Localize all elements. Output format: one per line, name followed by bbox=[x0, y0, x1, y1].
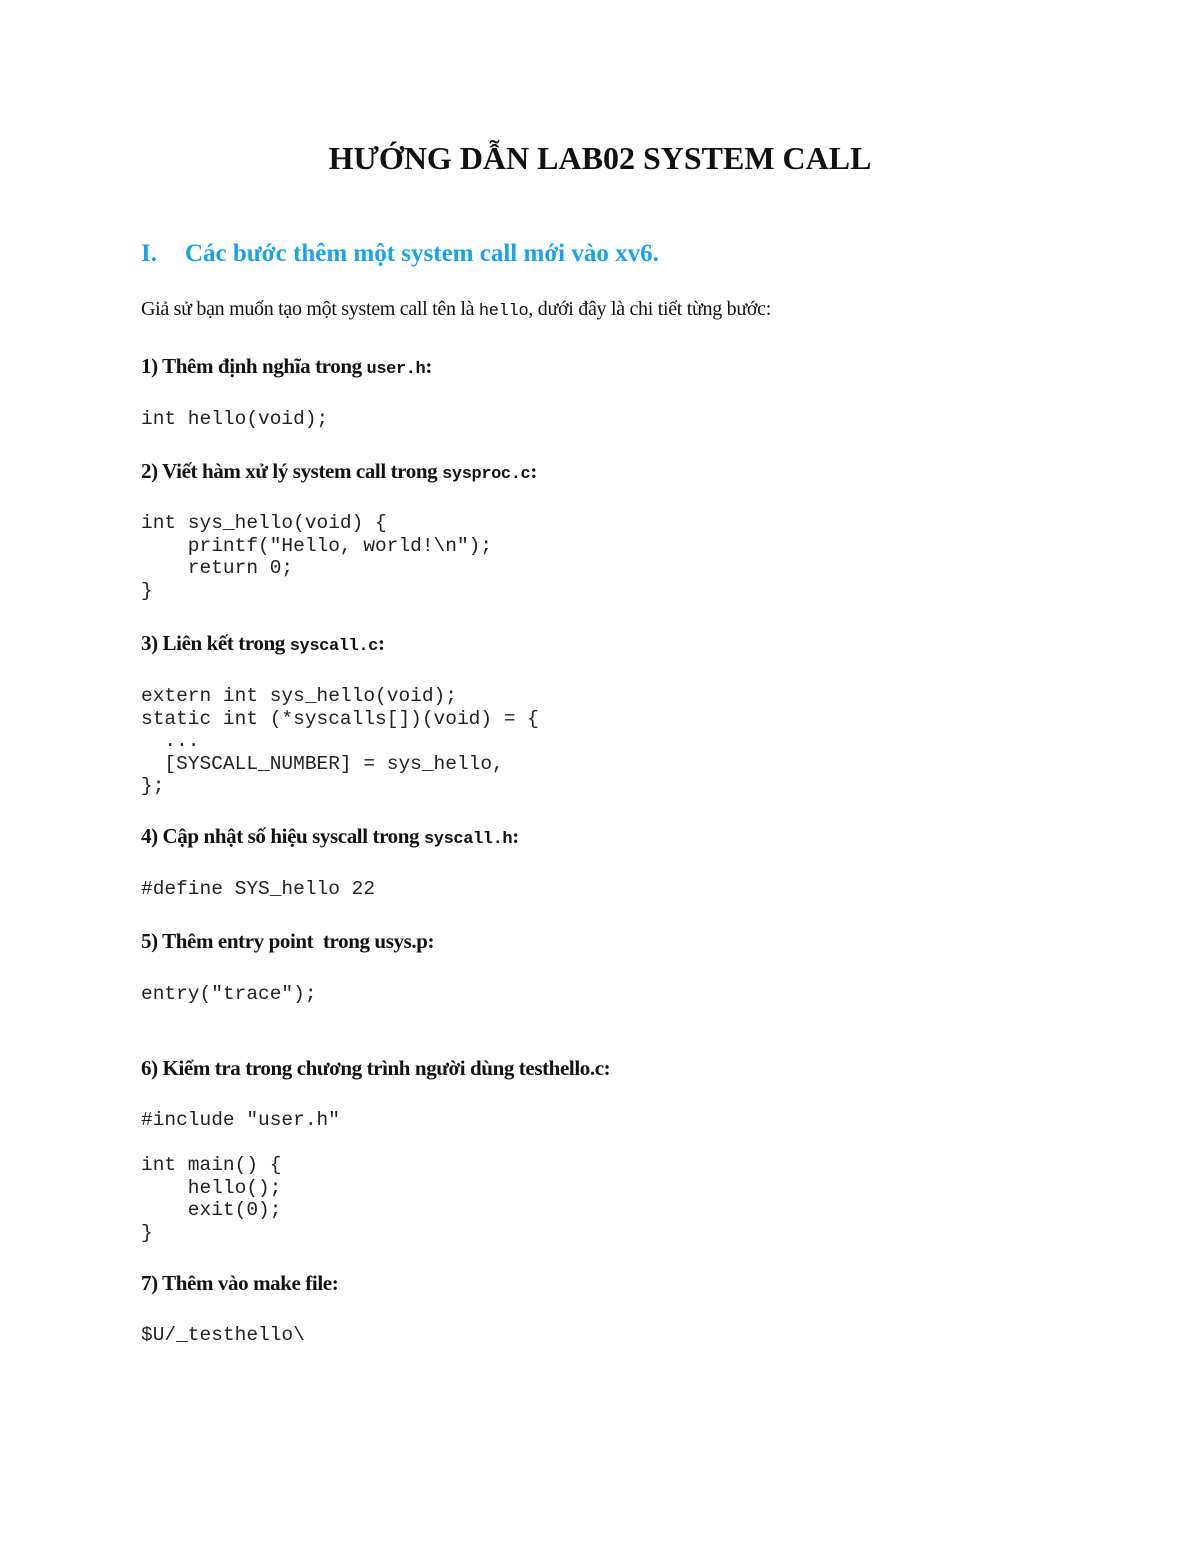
step-suffix: : bbox=[377, 631, 385, 655]
intro-paragraph bbox=[141, 298, 771, 321]
step-7-heading: 7) Thêm vào make file: bbox=[141, 1271, 339, 1295]
step-2-heading bbox=[141, 459, 537, 484]
section-heading: Các bước thêm một system call mới vào xv6. bbox=[185, 240, 659, 267]
step-4-heading bbox=[141, 824, 519, 849]
step-3-code: extern int sys_hello(void); static int (*syscalls[])(void) = { ... [SYSCALL_NUMBER] = sys_hello, }; bbox=[141, 685, 539, 797]
step-label: 2) Viết hàm xử lý system call trong bbox=[141, 459, 443, 483]
step-file: sysproc.c bbox=[442, 465, 531, 484]
intro-text-end: , dưới đây là chi tiết từng bước: bbox=[528, 298, 772, 320]
step-label: 1) Thêm định nghĩa trong bbox=[141, 354, 367, 378]
step-file: syscall.h bbox=[423, 830, 513, 849]
step-suffix: : bbox=[425, 354, 432, 378]
step-label: 3) Liên kết trong bbox=[141, 631, 290, 655]
step-file: user.h bbox=[366, 360, 426, 379]
step-4-code: #define SYS_hello 22 bbox=[141, 878, 376, 900]
step-2-code: int sys_hello(void) { printf("Hello, world!\n"); return 0; } bbox=[141, 512, 493, 602]
step-file: syscall.c bbox=[289, 637, 378, 656]
step-5-heading: 5) Thêm entry point trong usys.p: bbox=[141, 929, 435, 953]
step-6-code: #include "user.h" int main() { hello(); exit(0); } bbox=[141, 1109, 340, 1244]
intro-code: hello bbox=[478, 302, 529, 321]
step-5-code: entry("trace"); bbox=[141, 983, 317, 1005]
step-3-heading bbox=[141, 631, 385, 656]
step-label: 4) Cập nhật số hiệu syscall trong bbox=[141, 824, 424, 848]
step-suffix: : bbox=[530, 459, 537, 483]
section-number: I. bbox=[141, 240, 157, 267]
step-1-heading bbox=[141, 354, 432, 379]
document-title: HƯỚNG DẪN LAB02 SYSTEM CALL bbox=[328, 140, 872, 176]
step-6-heading: 6) Kiểm tra trong chương trình người dùng testhello.c: bbox=[141, 1056, 611, 1080]
intro-text: Giả sử bạn muốn tạo một system call tên là bbox=[141, 298, 479, 320]
step-1-code: int hello(void); bbox=[141, 408, 329, 430]
step-7-code: $U/_testhello\ bbox=[141, 1324, 305, 1346]
step-suffix: : bbox=[512, 824, 519, 848]
